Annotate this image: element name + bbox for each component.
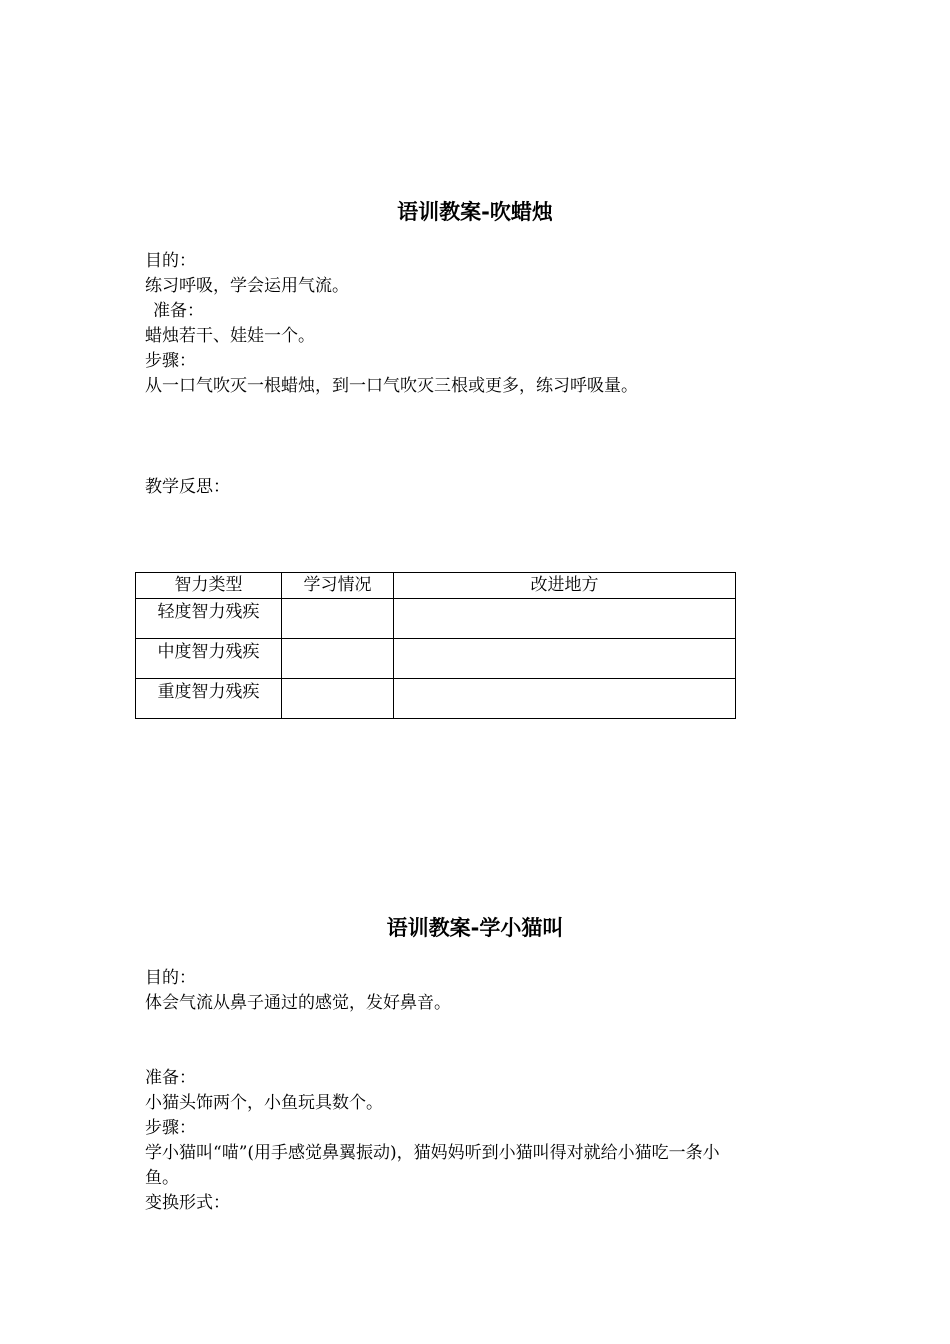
lesson2-steps-label: 步骤： [145, 1118, 196, 1138]
lesson1-goal-label: 目的： [145, 251, 196, 271]
lesson2-goal-label: 目的： [145, 968, 196, 988]
evaluation-table [135, 572, 736, 719]
table-cell-status [282, 679, 394, 719]
lesson2-prep-label: 准备： [145, 1068, 196, 1088]
table-cell-type: 轻度智力残疾 [136, 599, 282, 639]
table-cell-type: 中度智力残疾 [136, 639, 282, 679]
lesson1-reflection-label: 教学反思： [145, 477, 230, 497]
table-cell-status [282, 599, 394, 639]
lesson2-prep: 小猫头饰两个，小鱼玩具数个。 [145, 1093, 383, 1113]
table-row [136, 599, 736, 639]
lesson1-prep-label: 准备： [153, 301, 204, 321]
table-cell-improve [394, 599, 736, 639]
table-row [136, 679, 736, 719]
table-cell-improve [394, 679, 736, 719]
lesson1-goal: 练习呼吸，学会运用气流。 [145, 276, 349, 296]
table-header-row [136, 573, 736, 599]
lesson1-steps: 从一口气吹灭一根蜡烛，到一口气吹灭三根或更多，练习呼吸量。 [145, 376, 638, 396]
lesson1-title: 语训教案-吹蜡烛 [397, 200, 553, 224]
lesson2-steps-line2: 鱼。 [145, 1168, 179, 1188]
table-header-improve: 改进地方 [394, 573, 736, 599]
table-row [136, 639, 736, 679]
lesson2-title: 语训教案-学小猫叫 [386, 916, 564, 940]
table-cell-status [282, 639, 394, 679]
table-header-status: 学习情况 [282, 573, 394, 599]
lesson1-steps-label: 步骤： [145, 351, 196, 371]
lesson2-steps-line1: 学小猫叫“喵”(用手感觉鼻翼振动)，猫妈妈听到小猫叫得对就给小猫吃一条小 [145, 1143, 720, 1163]
lesson1-prep: 蜡烛若干、娃娃一个。 [145, 326, 315, 346]
table-cell-improve [394, 639, 736, 679]
lesson2-goal: 体会气流从鼻子通过的感觉，发好鼻音。 [145, 993, 451, 1013]
table-cell-type: 重度智力残疾 [136, 679, 282, 719]
table-header-type: 智力类型 [136, 573, 282, 599]
lesson2-variation-label: 变换形式： [145, 1193, 230, 1213]
